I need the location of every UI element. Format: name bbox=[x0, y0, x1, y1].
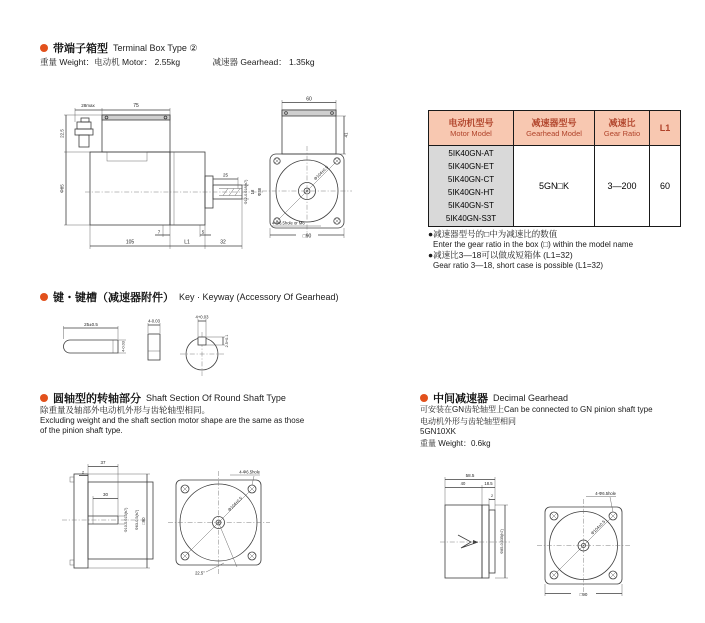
bottom-dimensions bbox=[90, 199, 242, 249]
section-key-keyway-header bbox=[40, 289, 339, 305]
gearhead-model-cell: 5GN□K bbox=[514, 146, 595, 227]
l1-cell: 60 bbox=[650, 146, 681, 227]
motor-model: 5IK40GN-AT bbox=[448, 149, 494, 158]
header-motor-model-cn: 电动机型号 bbox=[448, 118, 494, 128]
motor-model: 5IK40GN-S3T bbox=[445, 214, 497, 223]
header-gear-ratio-en: Gear Ratio bbox=[603, 129, 641, 138]
right-dimension bbox=[336, 116, 349, 154]
section-bullet-icon bbox=[40, 394, 48, 402]
header-gearhead-model-en: Gearhead Model bbox=[526, 129, 582, 138]
dim-square-90: □90 bbox=[579, 592, 588, 597]
square-dimension bbox=[270, 228, 344, 240]
decimal-side-view bbox=[440, 473, 510, 578]
table-body-row bbox=[429, 146, 681, 227]
section-terminal-box-header bbox=[40, 40, 197, 56]
dim-angle-22-5: 22.5° bbox=[195, 570, 205, 576]
dim-58-5: 58.5 bbox=[465, 473, 475, 478]
terminal-box-front-view-drawing bbox=[258, 96, 406, 248]
dim-25: 25 bbox=[222, 172, 229, 178]
weight-line bbox=[40, 56, 315, 68]
table-header-row bbox=[429, 111, 681, 146]
dim-keyway-width: 4+0.03 bbox=[195, 314, 209, 320]
dim-28max: 28max bbox=[81, 103, 95, 108]
dim-7: 7 bbox=[157, 229, 161, 235]
dim-2: 2 bbox=[81, 470, 85, 475]
dim-key-width: 4-0.03 bbox=[148, 318, 160, 324]
dim-holes-label: 4-Φ6.5hole or M6 bbox=[272, 220, 305, 226]
round-shaft-front-view bbox=[168, 470, 270, 576]
decimal-line1: 可安装在GN齿轮轴型上Can be connected to GN pinion shaft type bbox=[420, 405, 653, 414]
round-shaft-body-cn: 除重量及轴部外电动机外形与齿轮轴型相同。 bbox=[40, 405, 211, 415]
section-title-cn: 键・键槽（减速器附件） bbox=[53, 292, 174, 304]
dim-40: 40 bbox=[460, 481, 466, 486]
dim-60: 60 bbox=[306, 96, 312, 103]
dim-holes-label: 4-Φ6.5hole bbox=[239, 469, 260, 475]
dim-105: 105 bbox=[125, 239, 135, 246]
dim-bolt-circle: Φ104±0.5 bbox=[312, 164, 330, 182]
header-gearhead-model bbox=[514, 111, 595, 146]
dim-18-5: 18.5 bbox=[484, 481, 493, 486]
dim-2: 2 bbox=[490, 494, 494, 498]
round-shaft-body-en1: Excluding weight and the shaft section motor shape are the same as those bbox=[40, 416, 305, 425]
header-motor-model-en: Motor Model bbox=[450, 129, 492, 138]
gear-ratio-cell: 3—200 bbox=[595, 146, 650, 227]
dim-5: 5 bbox=[201, 229, 205, 235]
dim-22-5: 22.5 bbox=[59, 129, 65, 138]
dim-key-length: 25±0.5 bbox=[84, 322, 98, 327]
note-2-en: Gear ratio 3—18, short case is possible (L1=32) bbox=[433, 260, 604, 270]
gear-spec-table bbox=[428, 110, 681, 227]
left-dimensions bbox=[60, 115, 103, 225]
section-title-en: Key · Keyway (Accessory Of Gearhead) bbox=[179, 292, 339, 302]
terminal-box-side-view-drawing bbox=[55, 96, 267, 258]
note-1-en: Enter the gear ratio in the box (□) within the model name bbox=[433, 239, 634, 249]
header-gearhead-model-cn: 减速器型号 bbox=[531, 118, 577, 128]
top-dimension bbox=[282, 97, 336, 111]
dim-pilot-dia: Φ85-0.035(h7) bbox=[500, 529, 504, 554]
cable-gland bbox=[75, 118, 93, 147]
section-bullet-icon bbox=[420, 394, 428, 402]
decimal-gearhead-drawing bbox=[438, 455, 673, 607]
header-l1: L1 bbox=[650, 111, 681, 146]
section-title-cn: 圆轴型的转轴部分 bbox=[53, 393, 141, 405]
dim-37: 37 bbox=[100, 460, 106, 465]
dim-18: 18 bbox=[250, 189, 255, 195]
dim-keyway-depth: 2.5+0.1 bbox=[225, 334, 229, 348]
section-bullet-icon bbox=[40, 44, 48, 52]
dim-key-height: 4-0.03 bbox=[121, 341, 126, 352]
motor-body bbox=[90, 152, 170, 225]
terminal-box bbox=[102, 115, 170, 152]
dim-phi85: Φ85 bbox=[59, 184, 65, 193]
decimal-line2: 电动机外形与齿轮轴型相同 bbox=[420, 417, 516, 426]
terminal-box-front bbox=[282, 110, 336, 154]
motor-models-cell bbox=[429, 146, 514, 227]
motor-model: 5IK40GN-HT bbox=[447, 188, 495, 197]
dim-bolt-circle: Φ104±0.5 bbox=[226, 495, 244, 513]
round-shaft-drawing bbox=[46, 450, 286, 608]
dim-30: 30 bbox=[102, 492, 109, 497]
keyway-shaft-section bbox=[180, 315, 229, 377]
header-gear-ratio-cn: 减速比 bbox=[608, 118, 636, 128]
dim-32: 32 bbox=[220, 239, 226, 246]
decimal-line4: 重量 Weight：0.6kg bbox=[420, 439, 491, 448]
dim-bolt-circle: Φ104±0.5 bbox=[589, 519, 607, 536]
dim-square-90: □90 bbox=[141, 517, 146, 525]
section-title-en: Terminal Box Type ② bbox=[113, 42, 198, 53]
table-notes bbox=[428, 229, 700, 271]
weight-gearhead: 减速器 Gearhead： 1.35kg bbox=[212, 57, 315, 67]
header-motor-model bbox=[429, 111, 514, 146]
decimal-front-view bbox=[537, 491, 630, 597]
section-title-en: Decimal Gearhead bbox=[493, 393, 569, 403]
decimal-line3: 5GN10XK bbox=[420, 427, 457, 436]
motor-model: 5IK40GN-CT bbox=[447, 175, 495, 184]
key-side bbox=[64, 322, 127, 353]
round-shaft-body-en2: of the pinion shaft type. bbox=[40, 426, 123, 435]
motor-model: 5IK40GN-ST bbox=[448, 201, 494, 210]
note-1-cn: ●减速器型号的□中为减速比的数值 bbox=[428, 229, 558, 239]
section-title-en: Shaft Section Of Round Shaft Type bbox=[146, 393, 286, 403]
weight-motor: 重量 Weight：电动机 Motor： 2.55kg bbox=[40, 57, 181, 67]
header-gear-ratio bbox=[595, 111, 650, 146]
section-title-cn: 中间减速器 bbox=[433, 393, 488, 405]
section-title-cn: 带端子箱型 bbox=[53, 43, 108, 55]
motor-model: 5IK40GN-ET bbox=[448, 162, 494, 171]
section-bullet-icon bbox=[40, 293, 48, 301]
dim-L1: L1 bbox=[184, 239, 190, 246]
gearhead-body bbox=[170, 152, 205, 225]
dim-shaft-dia: Φ10-0.015(h7) bbox=[124, 507, 128, 533]
dim-41: 41 bbox=[343, 132, 349, 138]
key-keyway-drawing bbox=[52, 306, 230, 388]
dim-75: 75 bbox=[133, 103, 139, 109]
note-2-cn: ●减速比3—18可以做成短箱体 (L1=32) bbox=[428, 250, 573, 260]
dim-holes-label: 4-Φ6.5hole bbox=[595, 491, 616, 496]
dim-pilot-dia: Φ63-0.5(h7) bbox=[135, 509, 139, 531]
round-shaft-side-view bbox=[62, 460, 153, 568]
dim-square-90: □90 bbox=[302, 233, 312, 240]
key-section bbox=[148, 319, 161, 361]
dim-phi38: Φ38 bbox=[257, 188, 262, 196]
dim-shaft-dia: Φ12-0.018(h7) bbox=[244, 179, 248, 205]
